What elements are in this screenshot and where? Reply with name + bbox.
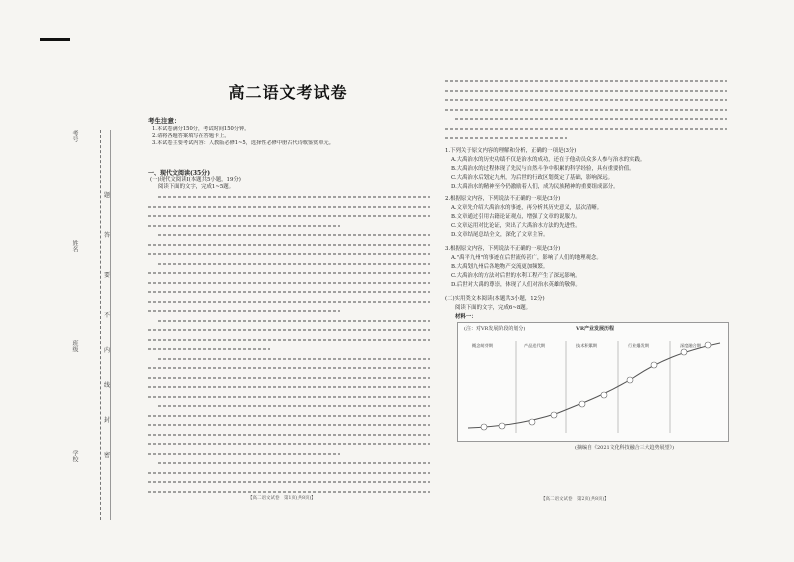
option: A.大禹治水的历史功绩不仅是治水的成功，还在于他动员众多人参与治水的实践。 [451,157,646,163]
option: B.大禹划九州后各地物产交流更加频繁。 [451,264,549,270]
option: A."禹平九州"的事迹在后世流传甚广，影响了人们的地理观念。 [451,255,602,261]
notice-item: 1.本试卷满分150分，考试时间150分钟。 [152,126,250,132]
reading-passage [148,192,430,496]
page-title: 高二语文考试卷 [228,83,348,102]
figure-caption: (摘编自《2021文化科技融合三大趋势展望》) [575,445,675,451]
option: B.大禹治水的过程体现了先民与自然斗争中积累的科学经验，具有重要价值。 [451,166,635,172]
option: D.后世对大禹的尊崇，体现了人们对治水英雄的敬仰。 [451,282,581,288]
figure-title: VR产业发展历程 [576,326,615,332]
binding-solid-line [110,130,112,520]
binding-label-exam-id: 考号 [71,130,78,142]
figure-stage-label: 产品迭代期 [524,343,545,348]
binding-char: 线 [104,382,111,389]
figure-note: (注：对VR发展阶段的划分) [464,326,526,332]
binding-label-school: 学校 [71,450,78,462]
page-footer: 【高二语文试卷 第2页(共8页)】 [541,497,609,502]
scan-mark [40,38,70,41]
instruction: 阅读下面的文字，完成1~5题。 [158,184,235,190]
subsection-heading: (二)实用类文本阅读(本题共3小题，12分) [445,296,545,302]
option: C.大禹治水后划定九州，为后世的行政区划奠定了基础，影响深远。 [451,175,613,181]
binding-char: 封 [104,417,111,424]
notice-heading: 考生注意： [148,117,181,125]
binding-char: 不 [104,312,111,319]
figure-stage-label: 技术积累期 [576,343,597,348]
option: B.文章通过引用古籍论证观点，增强了文章的说服力。 [451,214,581,220]
option: D.文章结尾总结全文，深化了文章主旨。 [451,232,549,238]
figure-stage-label: 深度融合期 [680,343,701,348]
binding-label-name: 姓名 [71,240,78,252]
binding-dashed-line [100,130,102,520]
notice-item: 3.本试卷主要考试内容：人教版必修1~5，选择性必修中册古代诗歌鉴赏单元。 [152,140,334,146]
page-footer: 【高二语文试卷 第1页(共8页)】 [248,496,316,501]
question-stem: 3.根据原文内容，下列说法不正确的一项是(3分) [445,246,561,252]
binding-label-class: 班级 [71,340,78,352]
vr-development-figure [457,322,729,442]
question-stem: 1.下列关于原文内容的理解和分析，正确的一项是(3分) [445,148,577,154]
instruction: 阅读下面的文字，完成6~8题。 [455,305,532,311]
material-label: 材料一： [455,314,477,320]
binding-char: 题 [104,192,111,199]
binding-strip [60,70,130,520]
figure-stage-label: 概念萌芽期 [472,343,493,348]
option: C.文章运用对比论证，突出了大禹治水方法的先进性。 [451,223,581,229]
option: D.大禹治水的精神至今仍激励着人们，成为民族精神的重要组成部分。 [451,184,619,190]
section-heading: 一、现代文阅读(35分) [148,170,211,177]
notice-item: 2.请将各题答案填写在答题卡上。 [152,133,230,139]
right-column [445,76,735,506]
binding-char: 密 [104,452,111,459]
binding-char: 答 [104,232,111,239]
passage-continued [445,76,727,143]
option: C.大禹治水的方法对后世的水利工程产生了深远影响。 [451,273,581,279]
question-stem: 2.根据原文内容，下列说法不正确的一项是(3分) [445,196,561,202]
figure-stage-label: 行业爆发期 [628,343,649,348]
option: A.文章先介绍大禹治水的事迹，再分析其历史意义，层次清晰。 [451,205,603,211]
binding-char: 内 [104,347,111,354]
left-column [148,80,430,510]
binding-char: 要 [104,272,111,279]
vr-curve-chart [458,323,728,441]
subsection-heading: (一)现代文阅读Ⅰ(本题共5小题，19分) [150,177,241,183]
